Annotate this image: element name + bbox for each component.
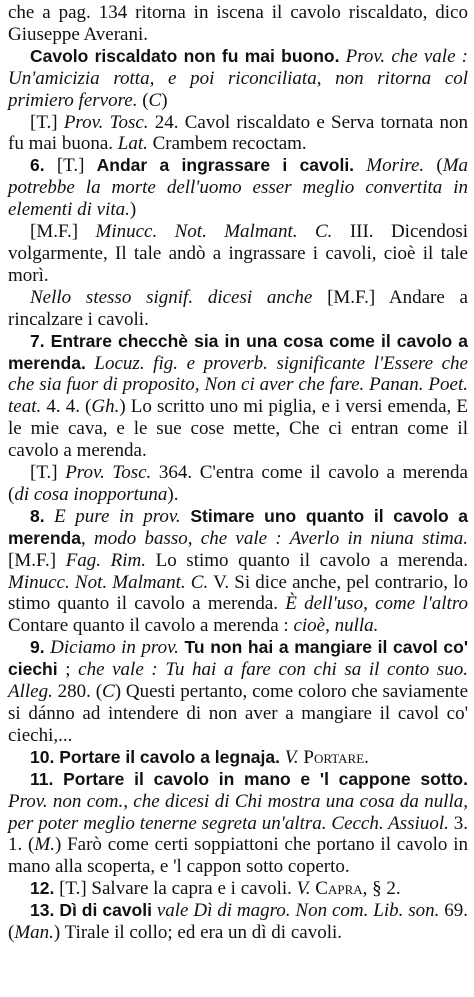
entry-sense-13-headword: 13. Dì di cavoli (30, 900, 152, 921)
entry-sense-9-headword: Tu non hai a mangiare il cavol co' ciechi (8, 637, 468, 680)
entry-sense-7-italic-gloss: Gh. (91, 396, 120, 418)
entry-sense-6-headword: 6. (30, 155, 45, 176)
entry-sense-6-minucc-italic-gloss: Minucc. Not. Malmant. C. (95, 221, 333, 243)
entry-cavolo-riscaldato-tosc (8, 112, 468, 156)
entry-sense-8-italic-gloss: modo basso, che vale : Averlo in niuna stima. (93, 527, 468, 549)
entry-sense-7-tosc-text: 364. C'entra come il cavolo a merenda ( (8, 462, 468, 505)
entry-cavolo-riscaldato-text: ) (161, 89, 168, 111)
entry-cavolo-riscaldato-tosc-text: 24. Cavol riscaldato e Serva tornata non fu mai buona. (8, 111, 469, 155)
entry-sense-13 (8, 900, 468, 944)
entry-sense-7-tosc-text: [T.] (30, 462, 66, 484)
entry-sense-9-text: ; (57, 659, 79, 681)
entry-sense-6-headword: Andar a ingrassare i cavoli. (96, 155, 355, 176)
entry-sense-6-text: ) (129, 199, 137, 221)
entry-sense-8-text: Contare quanto il cavolo a merenda : (8, 615, 294, 637)
entry-sense-9 (8, 637, 468, 747)
entry-sense-13-italic-gloss: Man. (14, 922, 54, 944)
entry-sense-11-italic-gloss: M. (34, 834, 55, 856)
entry-sense-10 (8, 747, 468, 769)
entry-cavolo-riscaldato (8, 46, 468, 112)
entry-sense-6 (8, 155, 468, 221)
entry-sense-8-text: V. Si dice anche, pel contrario, lo stimo quanto il cavolo a merenda. (8, 571, 468, 615)
entry-sense-12-text: , § 2. (362, 878, 401, 900)
entry-sense-11-headword: 11. Portare il cavolo in mano e 'l cappone sotto. (30, 768, 468, 789)
entry-sense-7-italic-gloss: Locuz. fig. e proverb. significante l'Essere che che sia fuor di proposito, Non ci aver che fare. Panan. Poet. teat. (8, 352, 468, 418)
entry-sense-6-minucc (8, 221, 468, 287)
entry-cavolo-riscaldato-tosc-text: Crambem recoctam. (147, 133, 307, 155)
entry-sense-7-text: 4. 4. ( (41, 396, 92, 418)
entry-sense-8-headword: Stimare uno quanto il cavolo a merenda (8, 505, 469, 548)
entry-sense-8-italic-gloss: cioè, nulla. (293, 615, 379, 637)
entry-sense-6-rincalzare (8, 287, 468, 331)
entry-sense-8-italic-gloss: Fag. Rim. (65, 549, 146, 571)
entry-intro-text: che a pag. 134 ritorna in iscena il cavolo riscaldato, dico Giuseppe Averani. (8, 2, 468, 45)
entry-sense-11-text: 3. 1. ( (8, 812, 468, 856)
entry-sense-11-text: ) Farò come certi soppiattoni che portano il cavolo in mano alla scoperta, e 'l cappon sotto coperto. (8, 834, 468, 878)
entry-sense-9-text: 280. ( (52, 681, 103, 703)
entry-sense-8-italic-gloss: E pure in prov. (44, 505, 181, 527)
entry-sense-12-headword: 12. (30, 878, 55, 899)
entry-sense-6-minucc-text: III. Dicendosi volgarmente, Il tale andò a ingrassare i cavoli, cioè il tale morì. (8, 221, 468, 286)
entry-sense-7 (8, 331, 468, 462)
entry-sense-10-headword: 10. Portare il cavolo a legnaja. (30, 746, 280, 767)
entry-sense-6-italic-gloss: Ma potrebbe la morte dell'uomo esser meglio convertita in elementi di vita. (8, 155, 469, 221)
entry-sense-7-tosc-italic-gloss: Prov. Tosc. (65, 462, 152, 484)
entry-cavolo-riscaldato-tosc-italic-gloss: Lat. (117, 133, 148, 155)
entry-sense-12-text: [T.] Salvare la capra e i cavoli. (54, 878, 297, 900)
entry-sense-7-text: ) Lo scritto uno mi piglia, e i versi emenda, E le mie cava, e le sue cose mette, Che ci entran come il cavolo a merenda. (8, 396, 468, 462)
entry-sense-12-italic-gloss: V. (296, 878, 311, 900)
entry-sense-6-text: [T.] (44, 155, 97, 177)
entry-sense-6-italic-gloss: Morire. (354, 155, 425, 177)
entry-sense-6-rincalzare-text: [M.F.] Andare a rincalzare i cavoli. (8, 286, 468, 330)
entry-sense-11-italic-gloss: Prov. non com., che dicesi di Chi mostra una cosa da nulla, per poter meglio tenerne segreta un'altra. Cecch. Assiuol. (8, 790, 468, 834)
entry-sense-10-italic-gloss: V. (279, 746, 299, 768)
entry-sense-9-text: ) Questi pertanto, come coloro che saviamente si dánno ad intendere di non aver a mangiare il cavol co' ciechi,... (8, 681, 468, 746)
entry-sense-13-italic-gloss: vale Dì di magro. Non com. Lib. son. (151, 900, 440, 922)
entry-sense-10-cross-reference: Portare. (298, 746, 369, 768)
entry-sense-8-italic-gloss: È dell'uso, come l'altro (285, 593, 469, 615)
entry-cavolo-riscaldato-italic-gloss: C (148, 89, 162, 111)
entry-cavolo-riscaldato-italic-gloss: Prov. che vale : Un'amicizia rotta, e poi riconciliata, non ritorna col primiero fervore. (8, 45, 468, 111)
entry-sense-8-italic-gloss: Minucc. Not. Malmant. C. (8, 571, 209, 593)
entry-sense-9-italic-gloss: C (102, 681, 115, 703)
entry-sense-8-text: , (80, 527, 94, 549)
entry-sense-9-headword: 9. (30, 637, 45, 658)
entry-sense-9-italic-gloss: Diciamo in prov. (44, 637, 179, 659)
entry-sense-7-tosc-text: ). (167, 483, 179, 505)
entry-cavolo-riscaldato-tosc-text: [T.] (30, 111, 64, 133)
entry-cavolo-riscaldato-text: ( (137, 89, 149, 111)
entry-cavolo-riscaldato-headword: Cavolo riscaldato non fu mai buono. (30, 45, 340, 66)
entry-sense-8-text: Lo stimo quanto il cavolo a merenda. (146, 549, 468, 571)
entry-cavolo-riscaldato-tosc-italic-gloss: Prov. Tosc. (63, 111, 149, 133)
entry-sense-13-text: ) Tirale il collo; ed era un dì di cavoli. (53, 922, 343, 944)
entry-sense-9-italic-gloss: che vale : Tu hai a fare con chi sa il conto suo. Alleg. (8, 659, 468, 703)
entry-sense-12-cross-reference: Capra (310, 878, 363, 900)
entry-sense-12 (8, 878, 468, 900)
entry-sense-13-text: 69. ( (8, 900, 469, 944)
entry-sense-7-tosc-italic-gloss: di cosa inopportuna (14, 483, 168, 505)
entry-intro (8, 2, 468, 46)
entry-sense-6-text: ( (424, 155, 443, 177)
entry-sense-6-rincalzare-italic-gloss: Nello stesso signif. dicesi anche (30, 286, 313, 308)
entry-sense-8-headword: 8. (30, 505, 45, 526)
entry-sense-8 (8, 506, 468, 637)
entry-sense-6-minucc-text: [M.F.] (30, 221, 96, 243)
entry-sense-7-headword: 7. Entrare checchè sia in una cosa come il cavolo a merenda. (8, 330, 468, 373)
entry-sense-11 (8, 769, 468, 879)
entry-sense-8-text: [M.F.] (8, 549, 66, 571)
entry-sense-7-tosc (8, 462, 468, 506)
